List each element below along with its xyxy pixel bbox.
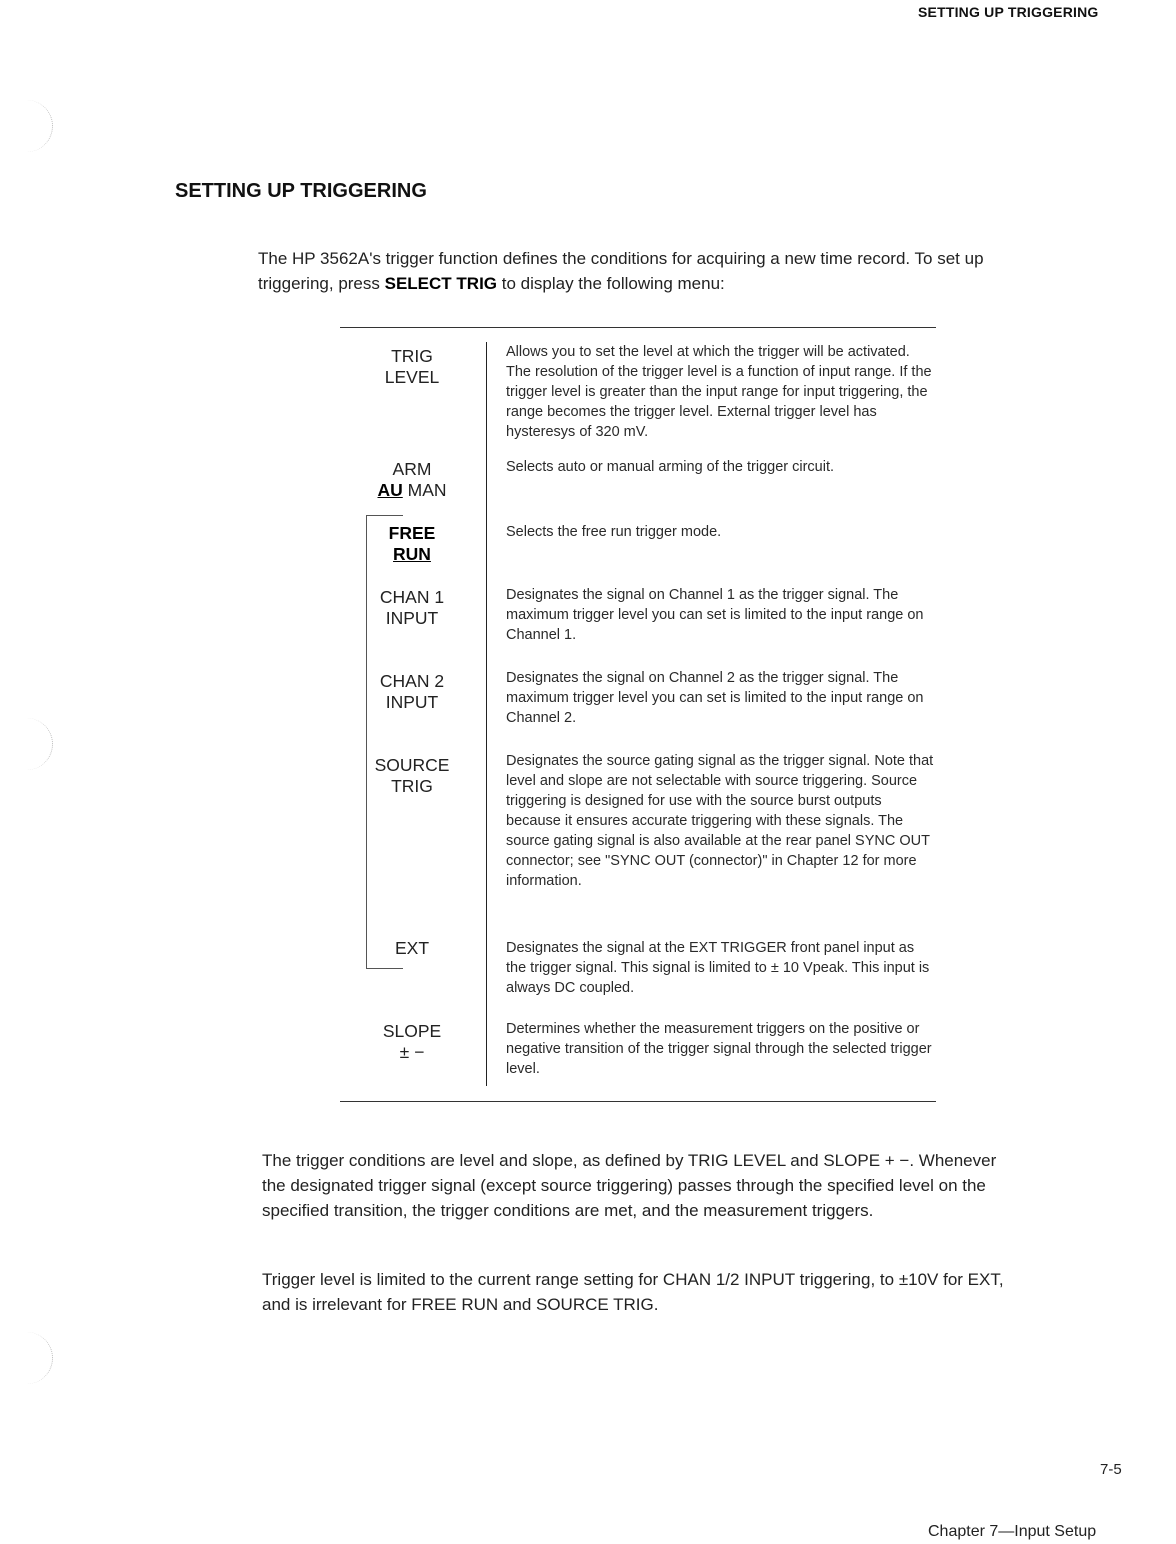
trigger-mode-bracket [366, 515, 403, 969]
softkey-chan1-input[interactable] [362, 587, 462, 629]
intro-text-before: The HP 3562A's trigger function defines the conditions for acquiring a new time record. To set up triggering, press [258, 249, 984, 293]
softkey-chan2-input[interactable] [362, 671, 462, 713]
menu-description: Selects the free run trigger mode. [506, 524, 722, 540]
softkey-slope[interactable] [362, 1021, 462, 1063]
intro-paragraph [258, 246, 1018, 296]
menu-description: Designates the signal on Channel 1 as the trigger signal. The maximum trigger level you can set is limited to the input range on Channel 1. [506, 587, 924, 643]
softkey-trig-level[interactable] [362, 346, 462, 388]
softkey-free-run[interactable] [362, 523, 462, 565]
menu-description: Allows you to set the level at which the trigger will be activated. The resolution of the trigger level is a function of input range. If the trigger level is greater than the input range for input triggering, the range becomes the trigger level. External trigger level has hysteresys of 320 mV. [506, 344, 932, 440]
chapter-footer: Chapter 7—Input Setup [928, 1523, 1097, 1540]
select-trig-key: SELECT TRIG [384, 274, 498, 293]
menu-description: Designates the signal at the EXT TRIGGER front panel input as the trigger signal. This signal is limited to ± 10 Vpeak. This input is always DC coupled. [506, 940, 930, 996]
menu-description: Determines whether the measurement triggers on the positive or negative transition of the trigger signal through the selected trigger level. [506, 1021, 932, 1077]
softkey-ext[interactable] [362, 938, 462, 959]
softkey-line: SLOPE [382, 1021, 442, 1041]
softkey-line: ARM [392, 459, 432, 479]
softkey-line: CHAN 2 [379, 671, 445, 691]
menu-top-rule [340, 327, 936, 328]
menu-description: Designates the source gating signal as the trigger signal. Note that level and slope are not selectable with source triggering. Source triggering is designed for use with the source burst outputs because it ensures accurate triggering with these signals. The source gating signal is also available at the rear panel SYNC OUT connector; see "SYNC OUT (connector)" in Chapter 12 for more information. [506, 753, 934, 889]
arm-selected-option: AU [377, 480, 403, 500]
softkey-line: TRIG [391, 346, 433, 366]
softkey-source-trig[interactable] [362, 755, 462, 797]
page-number: 7-5 [1100, 1461, 1122, 1478]
softkey-line: ± − [399, 1042, 425, 1062]
menu-description: Designates the signal on Channel 2 as the trigger signal. The maximum trigger level you can set is limited to the input range on Channel 2. [506, 670, 924, 726]
softkey-line: EXT [394, 938, 430, 958]
section-title: SETTING UP TRIGGERING [175, 180, 427, 202]
softkey-line: FREE [388, 523, 436, 543]
softkey-line: LEVEL [384, 367, 440, 387]
menu-description: Selects auto or manual arming of the trigger circuit. [506, 459, 835, 475]
binder-hole-top [0, 100, 53, 152]
body-paragraph-trigger-conditions: The trigger conditions are level and slope, as defined by TRIG LEVEL and SLOPE + −. Whenever the designated trigger signal (except source triggering) passes through the specified level on the specified transition, the trigger conditions are met, and the measurement triggers. [262, 1151, 997, 1220]
softkey-line: INPUT [385, 692, 439, 712]
running-header: SETTING UP TRIGGERING [918, 4, 1099, 20]
binder-hole-middle [0, 718, 53, 770]
softkey-arm[interactable] [362, 459, 462, 501]
softkey-line: RUN [393, 544, 431, 564]
binder-hole-bottom [0, 1332, 53, 1384]
softkey-line: INPUT [385, 608, 439, 628]
body-paragraph-trigger-level: Trigger level is limited to the current range setting for CHAN 1/2 INPUT triggering, to ±10V for EXT, and is irrelevant for FREE RUN and SOURCE TRIG. [262, 1270, 1004, 1314]
menu-bottom-rule [340, 1101, 936, 1102]
arm-other-option: MAN [402, 480, 447, 500]
softkey-line-arm-mode [362, 480, 462, 501]
intro-text-after: to display the following menu: [497, 274, 725, 293]
softkey-line: CHAN 1 [379, 587, 445, 607]
softkey-line: TRIG [391, 776, 433, 796]
menu-column-divider [486, 342, 487, 1086]
softkey-line: SOURCE [374, 755, 450, 775]
